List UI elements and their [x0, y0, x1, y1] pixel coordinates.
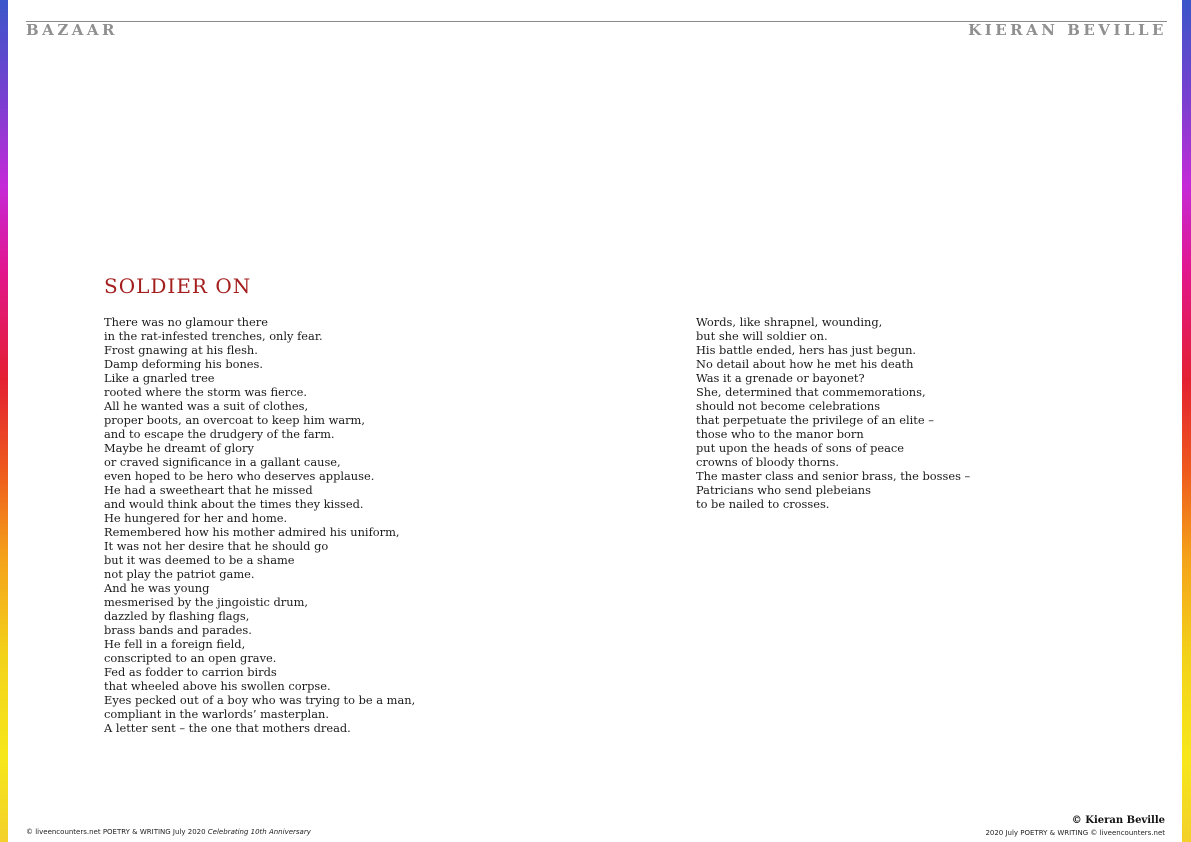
poem-line: even hoped to be hero who deserves applause. — [104, 469, 375, 483]
poem-line: compliant in the warlords’ masterplan. — [104, 707, 330, 721]
poem-line: Damp deforming his bones. — [104, 357, 264, 371]
poem-line: A letter sent – the one that mothers dread. — [104, 721, 351, 735]
poem-line: put upon the heads of sons of peace — [696, 441, 905, 455]
poem-line: Patricians who send plebeians — [696, 483, 871, 497]
poem-line: It was not her desire that he should go — [104, 539, 329, 553]
poem-line: She, determined that commemorations, — [696, 385, 926, 399]
poem-column-left — [104, 315, 415, 735]
poem-line: His battle ended, hers has just begun. — [696, 343, 917, 357]
poem-line: should not become celebrations — [696, 399, 881, 413]
poem-column-right — [696, 315, 970, 511]
poem-line: He fell in a foreign field, — [104, 637, 246, 651]
poem-line: Fed as fodder to carrion birds — [104, 665, 277, 679]
poem-copyright: © Kieran Beville — [1071, 815, 1165, 826]
poem-line: There was no glamour there — [104, 315, 268, 329]
poem-line: or craved significance in a gallant cause, — [104, 455, 341, 469]
poem-line: And he was young — [104, 581, 210, 595]
left-rainbow-edge — [0, 0, 8, 842]
magazine-section-title: BAZAAR — [26, 21, 119, 39]
poem-line: Words, like shrapnel, wounding, — [696, 315, 883, 329]
poem-line: Was it a grenade or bayonet? — [696, 371, 865, 385]
footer-right-text: 2020 July POETRY & WRITING © liveencounters.net — [985, 829, 1165, 837]
poem-line: The master class and senior brass, the bosses – — [696, 469, 971, 483]
author-name-header: KIERAN BEVILLE — [968, 21, 1167, 39]
poem-line: to be nailed to crosses. — [696, 497, 830, 511]
poem-line: No detail about how he met his death — [696, 357, 914, 371]
poem-line: those who to the manor born — [696, 427, 864, 441]
poem-line: rooted where the storm was fierce. — [104, 385, 307, 399]
poem-line: All he wanted was a suit of clothes, — [104, 399, 309, 413]
poem-line: dazzled by flashing flags, — [104, 609, 250, 623]
poem-line: conscripted to an open grave. — [104, 651, 277, 665]
poem-line: He had a sweetheart that he missed — [104, 483, 313, 497]
poem-line: Eyes pecked out of a boy who was trying to be a man, — [104, 693, 416, 707]
poem-line: that perpetuate the privilege of an elite – — [696, 413, 934, 427]
poem-line: Maybe he dreamt of glory — [104, 441, 254, 455]
poem-line: proper boots, an overcoat to keep him warm, — [104, 413, 365, 427]
poem-line: crowns of bloody thorns. — [696, 455, 839, 469]
poem-title: SOLDIER ON — [104, 274, 252, 298]
poem-line: Remembered how his mother admired his uniform, — [104, 525, 400, 539]
poem-line: but it was deemed to be a shame — [104, 553, 295, 567]
footer-left — [26, 828, 311, 836]
poem-line: brass bands and parades. — [104, 623, 252, 637]
poem-line: in the rat-infested trenches, only fear. — [104, 329, 323, 343]
poem-line: Like a gnarled tree — [104, 371, 215, 385]
poem-line: but she will soldier on. — [696, 329, 828, 343]
right-rainbow-edge — [1182, 0, 1191, 842]
footer-anniversary: Celebrating 10th Anniversary — [207, 828, 311, 836]
poem-line: He hungered for her and home. — [104, 511, 288, 525]
poem-line: mesmerised by the jingoistic drum, — [104, 595, 309, 609]
poem-line: and to escape the drudgery of the farm. — [104, 427, 335, 441]
poem-line: and would think about the times they kissed. — [104, 497, 364, 511]
poem-line: that wheeled above his swollen corpse. — [104, 679, 331, 693]
footer-left-text: © liveencounters.net POETRY & WRITING July 2020 — [26, 828, 206, 836]
poem-line: not play the patriot game. — [104, 567, 255, 581]
poem-line: Frost gnawing at his flesh. — [104, 343, 258, 357]
